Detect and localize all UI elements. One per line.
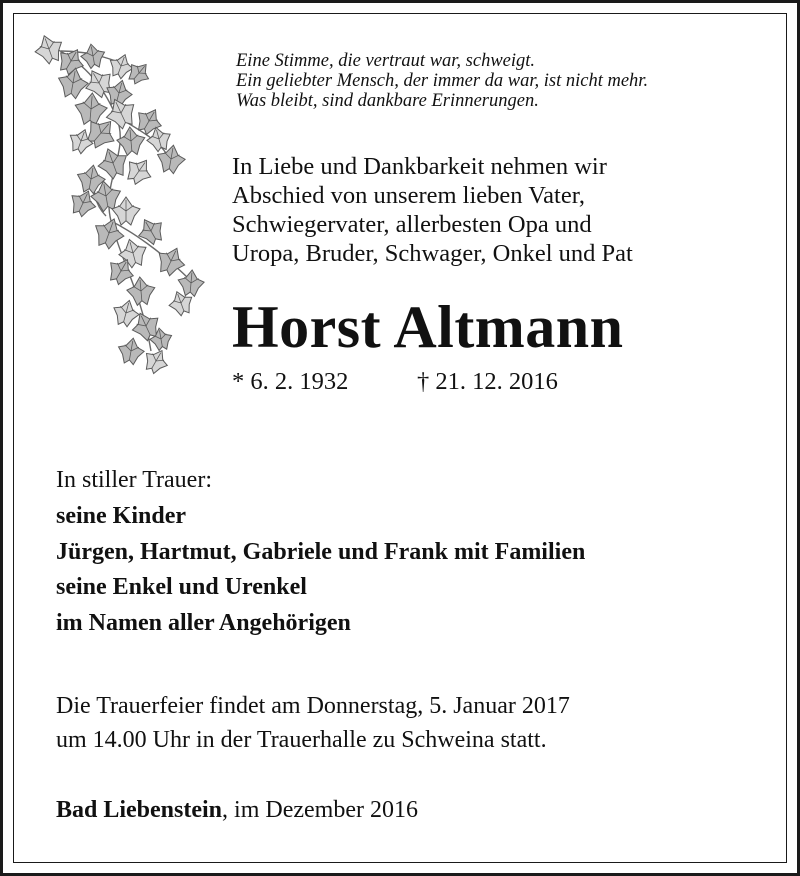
- life-dates: [232, 367, 558, 397]
- ivy-leaf: [133, 213, 169, 249]
- intro-line: Uropa, Bruder, Schwager, Onkel und Pat: [232, 240, 633, 267]
- funeral-line: um 14.00 Uhr in der Trauerhalle zu Schweina statt.: [56, 727, 547, 753]
- place-date-text: , im Dezember 2016: [222, 797, 418, 823]
- place-town: Bad Liebenstein: [56, 797, 223, 823]
- poem-line: Ein geliebter Mensch, der immer da war, ist nicht mehr.: [236, 71, 649, 91]
- birth-date: * 6. 2. 1932: [232, 368, 349, 395]
- ivy-leaf: [56, 66, 91, 101]
- death-date: † 21. 12. 2016: [417, 368, 558, 395]
- ivy-leaf: [121, 153, 157, 189]
- ivy-leaf: [177, 269, 205, 297]
- place-date: [56, 793, 418, 827]
- funeral-line: Die Trauerfeier findet am Donnerstag, 5. Januar 2017: [56, 693, 570, 719]
- mourners-heading: In stiller Trauer:: [56, 467, 212, 493]
- ivy-leaves: [31, 31, 205, 377]
- deceased-name: Horst Altmann: [232, 294, 624, 360]
- intro-line: Schwiegervater, allerbesten Opa und: [232, 211, 592, 238]
- ivy-leaf: [116, 336, 146, 366]
- poem-line: Eine Stimme, die vertraut war, schweigt.: [236, 51, 536, 71]
- ivy-leaf: [140, 345, 173, 378]
- funeral-info: [56, 689, 570, 757]
- mourners-block: [56, 463, 585, 642]
- intro-line: Abschied von unserem lieben Vater,: [232, 182, 586, 209]
- poem-line: Was bleibt, sind dankbare Erinnerungen.: [236, 91, 539, 111]
- mourner-line: seine Kinder: [56, 502, 186, 529]
- mourner-line: Jürgen, Hartmut, Gabriele und Frank mit Familien: [56, 538, 586, 565]
- intro-text: [232, 152, 633, 268]
- mourner-line: seine Enkel und Urenkel: [56, 574, 307, 601]
- mourner-line: im Namen aller Angehörigen: [56, 610, 351, 637]
- ivy-leaf: [112, 197, 140, 225]
- ivy-vine-icon: [21, 21, 221, 381]
- ivy-leaf: [124, 58, 155, 89]
- ivy-leaf: [126, 276, 156, 306]
- intro-line: In Liebe und Dankbarkeit nehmen wir: [232, 153, 607, 180]
- poem: [236, 51, 648, 111]
